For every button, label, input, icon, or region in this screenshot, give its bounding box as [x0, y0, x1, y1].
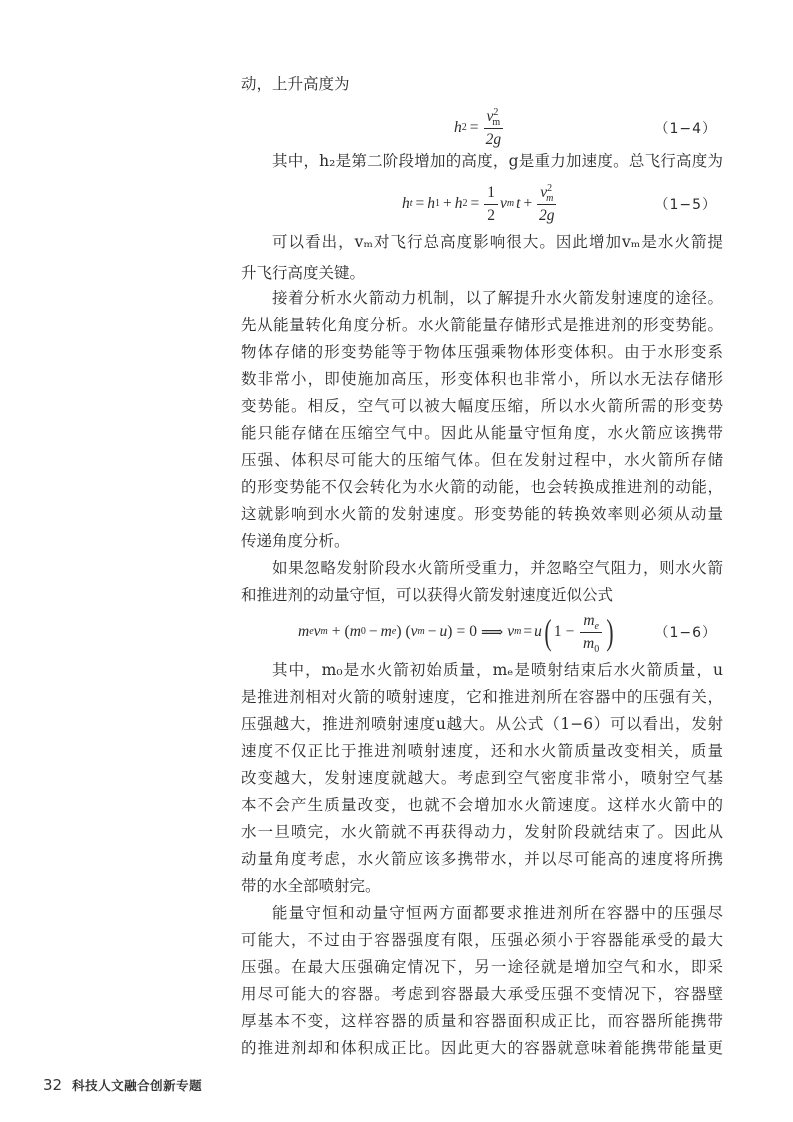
- paragraph-line: 数非常小，即使施加高压，形变体积也非常小，所以水无法存储形: [241, 370, 723, 388]
- paragraph-line: 和推进剂的动量守恒，可以获得火箭发射速度近似公式: [241, 586, 614, 604]
- paragraph-line: 本不会产生质量改变，也就不会增加水火箭速度。这样水火箭中的: [241, 796, 723, 814]
- paragraph-line: 如果忽略发射阶段水火箭所受重力，并忽略空气阻力，则水火箭: [272, 559, 723, 577]
- paragraph-line: 的推进剂却和体积成正比。因此更大的容器就意味着能携带能量更: [241, 1039, 723, 1057]
- paragraph-line: 能量守恒和动量守恒两方面都要求推进剂所在容器中的压强尽: [272, 904, 723, 922]
- paragraph-line: 可能大，不过由于容器强度有限，压强必须小于容器能承受的最大: [241, 931, 723, 949]
- equation-number: （1−4）: [654, 121, 717, 137]
- paragraph-line: 变势能。相反，空气可以被大幅度压缩，所以水火箭所需的形变势: [241, 397, 723, 415]
- equation-1-5: h t = h 1 + h 2 = $\frac{1}{2}$ v m t + $\frac{v^2_m}{2g}$ （1−5）: [241, 179, 723, 229]
- paragraph-line: 接着分析水火箭动力机制，以了解提升水火箭发射速度的途径。: [272, 289, 723, 307]
- paragraph-line: 动，上升高度为: [241, 75, 350, 93]
- paragraph-line: 压强、体积尽可能大的压缩气体。但在发射过程中，水火箭所存储: [241, 451, 723, 469]
- paragraph-line: 水一旦喷完，水火箭就不再获得动力，发射阶段就结束了。因此从: [241, 823, 723, 841]
- paragraph-line: 传递角度分析。: [241, 532, 350, 550]
- paragraph-line: 压强越大，推进剂喷射速度u越大。从公式（1−6）可以看出，发射: [241, 715, 723, 733]
- page-number: 32: [43, 1076, 63, 1094]
- paragraph-line: 可以看出，vₘ对飞行总高度影响很大。因此增加vₘ是水火箭提: [272, 233, 723, 251]
- paragraph-line: 物体存储的形变势能等于物体压强乘物体形变体积。由于水形变系: [241, 343, 723, 361]
- paragraph-line: 其中，m₀是水火箭初始质量，mₑ是喷射结束后水火箭质量，u: [272, 661, 723, 679]
- paragraph-line: 带的水全部喷射完。: [241, 877, 381, 895]
- paragraph-line: 压强。在最大压强确定情况下，另一途径就是增加空气和水，即采: [241, 958, 723, 976]
- paragraph-line: 改变越大，发射速度就越大。考虑到空气密度非常小，喷射空气基: [241, 769, 723, 787]
- equation-number: （1−6）: [654, 625, 717, 641]
- paragraph-line: 升飞行高度关键。: [241, 264, 366, 282]
- fraction: $\frac{v^2_m}{2g}$: [484, 108, 504, 149]
- fraction: $\frac{1}{2}$: [484, 184, 498, 225]
- fraction: $\frac{m_e}{m_0}$: [580, 612, 602, 653]
- paragraph-line: 厚基本不变，这样容器的质量和容器面积成正比，而容器所能携带: [241, 1012, 723, 1030]
- paragraph-line: 速度不仅正比于推进剂喷射速度，还和水火箭质量改变相关，质量: [241, 742, 723, 760]
- fraction: $\frac{v^2_m}{2g}$: [539, 182, 555, 224]
- paragraph-line: 的形变势能不仅会转化为水火箭的动能，也会转换成推进剂的动能，: [241, 478, 723, 496]
- paragraph-line: 先从能量转化角度分析。水火箭能量存储形式是推进剂的形变势能。: [241, 316, 723, 334]
- paragraph-line: 能只能存储在压缩空气中。因此从能量守恒角度，水火箭应该携带: [241, 424, 723, 442]
- equation-number: （1−5）: [654, 197, 717, 213]
- paragraph-line: 是推进剂相对火箭的喷射速度，它和推进剂所在容器中的压强有关，: [241, 688, 723, 706]
- equation-1-6: m e v m + ( m 0 − m e ) ( v m − u ) = 0 ⟹ v m = u ( 1 − $\frac{m_e}{m_0}$ ) （1−6）: [241, 607, 723, 657]
- paragraph-line: 其中，h₂是第二阶段增加的高度，g是重力加速度。总飞行高度为: [272, 152, 723, 170]
- equation-1-4: h 2 = $\frac{v^2_m}{2g}$ （1−4）: [241, 103, 723, 153]
- paragraph-line: 动量角度考虑，水火箭应该多携带水，并以尽可能高的速度将所携: [241, 850, 723, 868]
- page-footer: [43, 1076, 202, 1094]
- book-title: 科技人文融合创新专题: [72, 1078, 203, 1093]
- paragraph-line: 这就影响到水火箭的发射速度。形变势能的转换效率则必须从动量: [241, 505, 723, 523]
- paragraph-line: 用尽可能大的容器。考虑到容器最大承受压强不变情况下，容器壁: [241, 985, 723, 1003]
